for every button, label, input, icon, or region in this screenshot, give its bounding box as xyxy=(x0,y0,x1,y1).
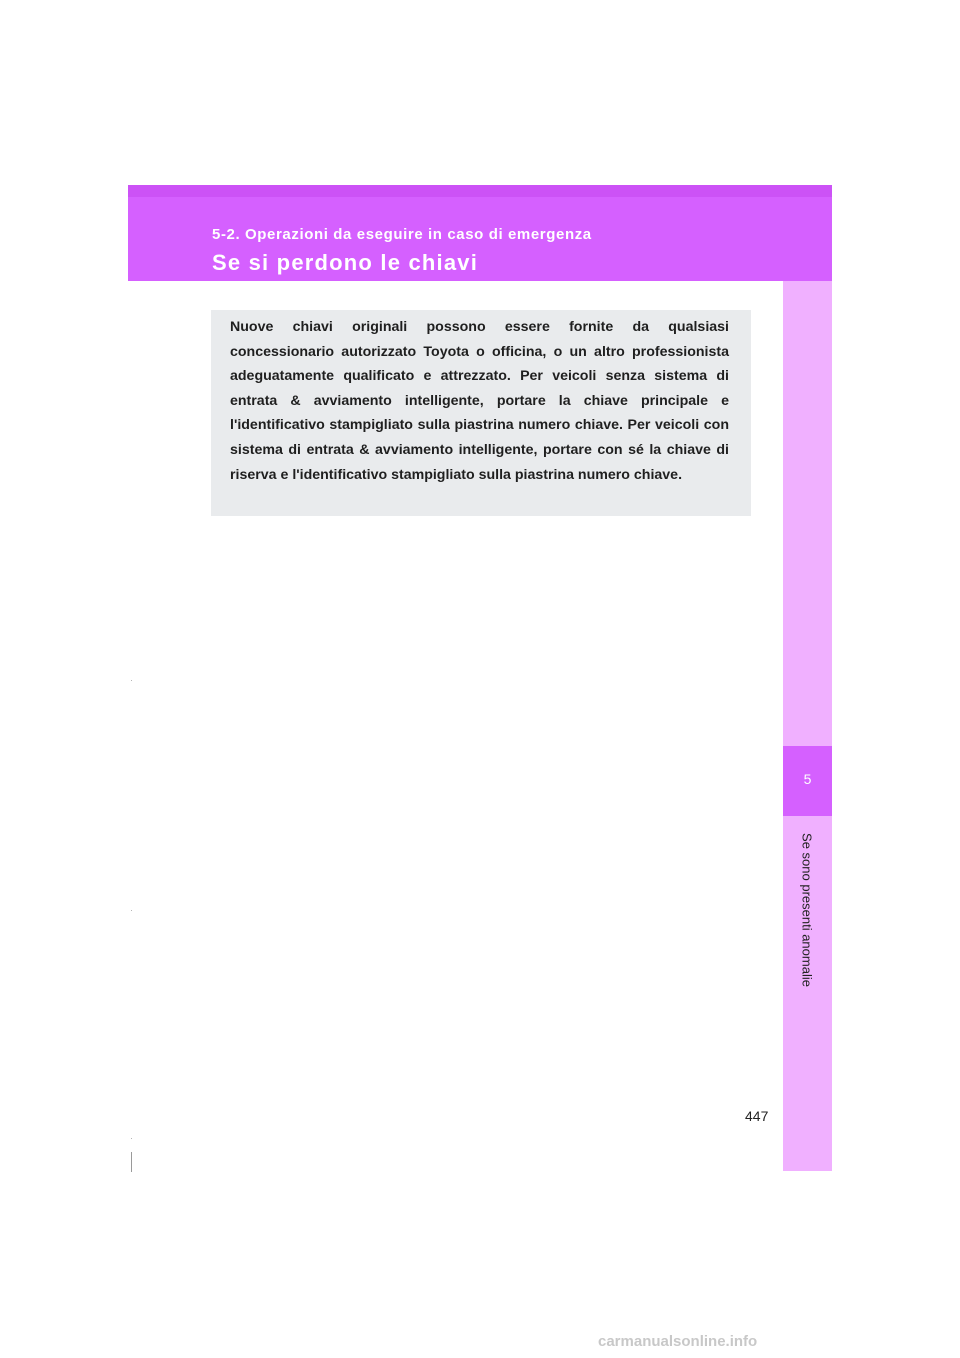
crop-mark xyxy=(131,1152,132,1172)
crop-tick xyxy=(131,1138,132,1139)
header-top-rule xyxy=(128,185,832,197)
chapter-side-tab xyxy=(783,281,832,1171)
page-title: Se si perdono le chiavi xyxy=(212,250,479,275)
crop-tick xyxy=(131,680,132,681)
info-box xyxy=(211,310,751,516)
crop-tick xyxy=(131,910,132,911)
section-label: 5-2. Operazioni da eseguire in caso di emergenza xyxy=(212,226,592,243)
chapter-number: 5 xyxy=(803,771,812,787)
watermark: carmanualsonline.info xyxy=(598,1333,758,1350)
chapter-label-text: Se sono presenti anomalie xyxy=(799,833,815,987)
page-number: 447 xyxy=(745,1108,769,1124)
info-text: Nuove chiavi originali possono essere fornite da qualsiasi concessionario autorizzato Toyota o officina, o un altro professionista adeguatamente qualificato e attrezzato. Per veicoli senza sistema di entrata & avviamento intelligente, portare la chiave principale e l'identificativo stampigliato sulla piastrina numero chiave. Per veicoli con sistema di entrata & avviamento intelligente, portare con sé la chiave di riserva e l'identificativo stampigliato sulla piastrina numero chiave. xyxy=(230,319,729,483)
